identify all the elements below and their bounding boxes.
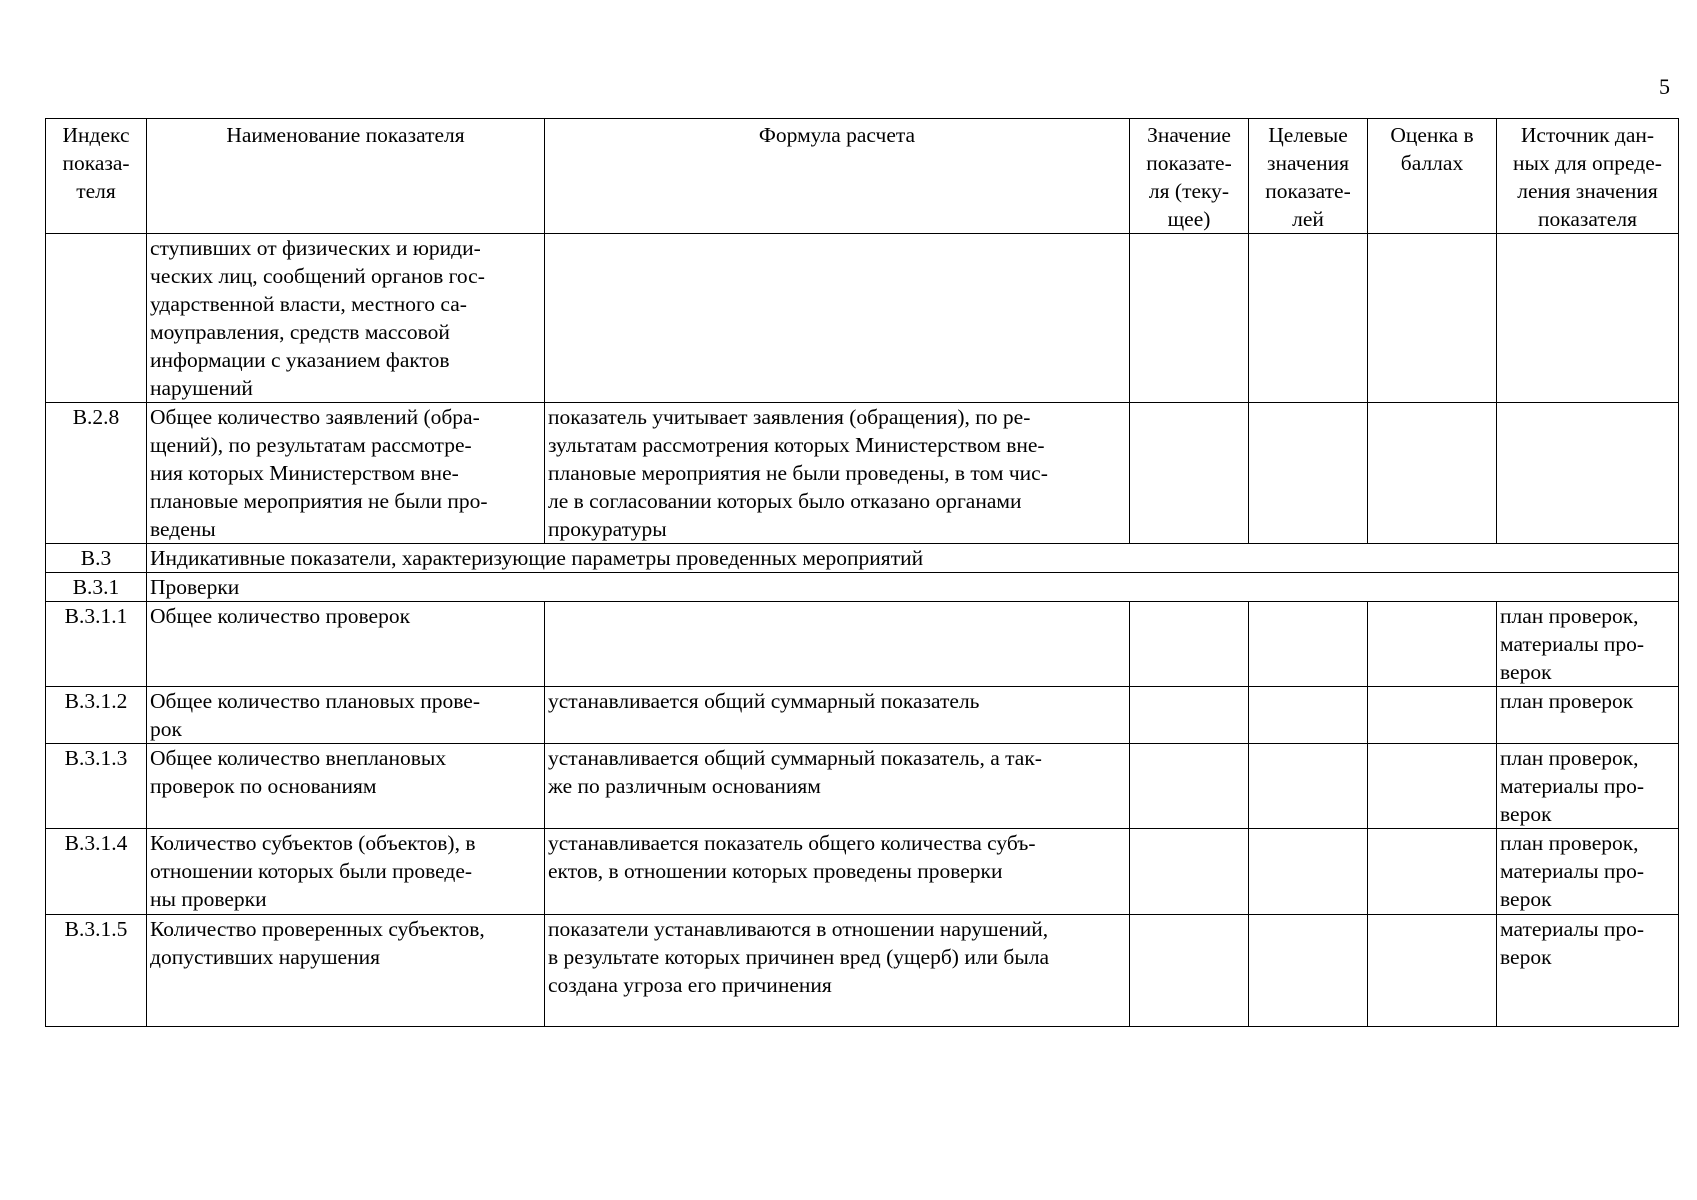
cell-target-values: [1249, 403, 1368, 544]
cell-score: [1368, 829, 1497, 915]
cell-current-value: [1130, 234, 1249, 403]
cell-current-value: [1130, 687, 1249, 744]
cell-source: план проверок, материалы про- верок: [1497, 829, 1679, 915]
cell-index: В.3.1.5: [46, 915, 147, 1027]
cell-source: [1497, 234, 1679, 403]
cell-score: [1368, 602, 1497, 687]
cell-current-value: [1130, 602, 1249, 687]
table-row: [46, 403, 1679, 544]
cell-current-value: [1130, 829, 1249, 915]
table-header-row: [46, 119, 1679, 234]
cell-target-values: [1249, 687, 1368, 744]
cell-name: Общее количество внеплановых проверок по основаниям: [147, 744, 545, 829]
cell-target-values: [1249, 915, 1368, 1027]
cell-formula: показатели устанавливаются в отношении нарушений, в результате которых причинен вред (ущерб) или была создана угроза его причинения: [545, 915, 1130, 1027]
cell-score: [1368, 687, 1497, 744]
header-formula: Формула расчета: [545, 119, 1130, 234]
cell-source: план проверок, материалы про- верок: [1497, 744, 1679, 829]
section-row: [46, 573, 1679, 602]
cell-index: В.3.1.4: [46, 829, 147, 915]
header-score: Оценка в баллах: [1368, 119, 1497, 234]
cell-source: план проверок: [1497, 687, 1679, 744]
cell-name: Количество проверенных субъектов, допустивших нарушения: [147, 915, 545, 1027]
cell-formula: показатель учитывает заявления (обращения), по ре- зультатам рассмотрения которых Министерством вне- плановые мероприятия не были проведены, в том чис- ле в согласовании которых было отказано органами прокуратуры: [545, 403, 1130, 544]
cell-formula: [545, 234, 1130, 403]
table-row: [46, 915, 1679, 1027]
section-title: Индикативные показатели, характеризующие параметры проведенных мероприятий: [147, 544, 1679, 573]
table-row: [46, 234, 1679, 403]
cell-target-values: [1249, 744, 1368, 829]
cell-name: Количество субъектов (объектов), в отношении которых были проведе- ны проверки: [147, 829, 545, 915]
table-row: [46, 744, 1679, 829]
cell-name: ступивших от физических и юриди- ческих лиц, сообщений органов гос- ударственной власти, местного са- моуправления, средств массовой информации с указанием фактов нарушений: [147, 234, 545, 403]
cell-current-value: [1130, 403, 1249, 544]
indicators-table: [45, 118, 1679, 1027]
cell-index: В.3.1: [46, 573, 147, 602]
cell-name: Общее количество проверок: [147, 602, 545, 687]
cell-source: план проверок, материалы про- верок: [1497, 602, 1679, 687]
table-row: [46, 829, 1679, 915]
header-name: Наименование показателя: [147, 119, 545, 234]
cell-current-value: [1130, 915, 1249, 1027]
header-current-value: Значение показате- ля (теку- щее): [1130, 119, 1249, 234]
cell-index: В.3.1.1: [46, 602, 147, 687]
cell-source: материалы про- верок: [1497, 915, 1679, 1027]
cell-name: Общее количество заявлений (обра- щений), по результатам рассмотре- ния которых Министерством вне- плановые мероприятия не были про- ведены: [147, 403, 545, 544]
table-row: [46, 687, 1679, 744]
section-title: Проверки: [147, 573, 1679, 602]
cell-target-values: [1249, 602, 1368, 687]
cell-index: В.2.8: [46, 403, 147, 544]
cell-formula: устанавливается показатель общего количества субъ- ектов, в отношении которых проведены проверки: [545, 829, 1130, 915]
section-row: [46, 544, 1679, 573]
cell-formula: устанавливается общий суммарный показатель, а так- же по различным основаниям: [545, 744, 1130, 829]
cell-formula: [545, 602, 1130, 687]
page-number: 5: [1659, 74, 1670, 99]
header-target-values: Целевые значения показате- лей: [1249, 119, 1368, 234]
header-source: Источник дан- ных для опреде- ления значения показателя: [1497, 119, 1679, 234]
cell-score: [1368, 915, 1497, 1027]
cell-source: [1497, 403, 1679, 544]
cell-score: [1368, 744, 1497, 829]
cell-score: [1368, 234, 1497, 403]
cell-target-values: [1249, 829, 1368, 915]
cell-score: [1368, 403, 1497, 544]
cell-formula: устанавливается общий суммарный показатель: [545, 687, 1130, 744]
table-row: [46, 602, 1679, 687]
cell-target-values: [1249, 234, 1368, 403]
cell-current-value: [1130, 744, 1249, 829]
cell-name: Общее количество плановых прове- рок: [147, 687, 545, 744]
cell-index: В.3: [46, 544, 147, 573]
cell-index: [46, 234, 147, 403]
header-index: Индекс показа- теля: [46, 119, 147, 234]
cell-index: В.3.1.3: [46, 744, 147, 829]
cell-index: В.3.1.2: [46, 687, 147, 744]
